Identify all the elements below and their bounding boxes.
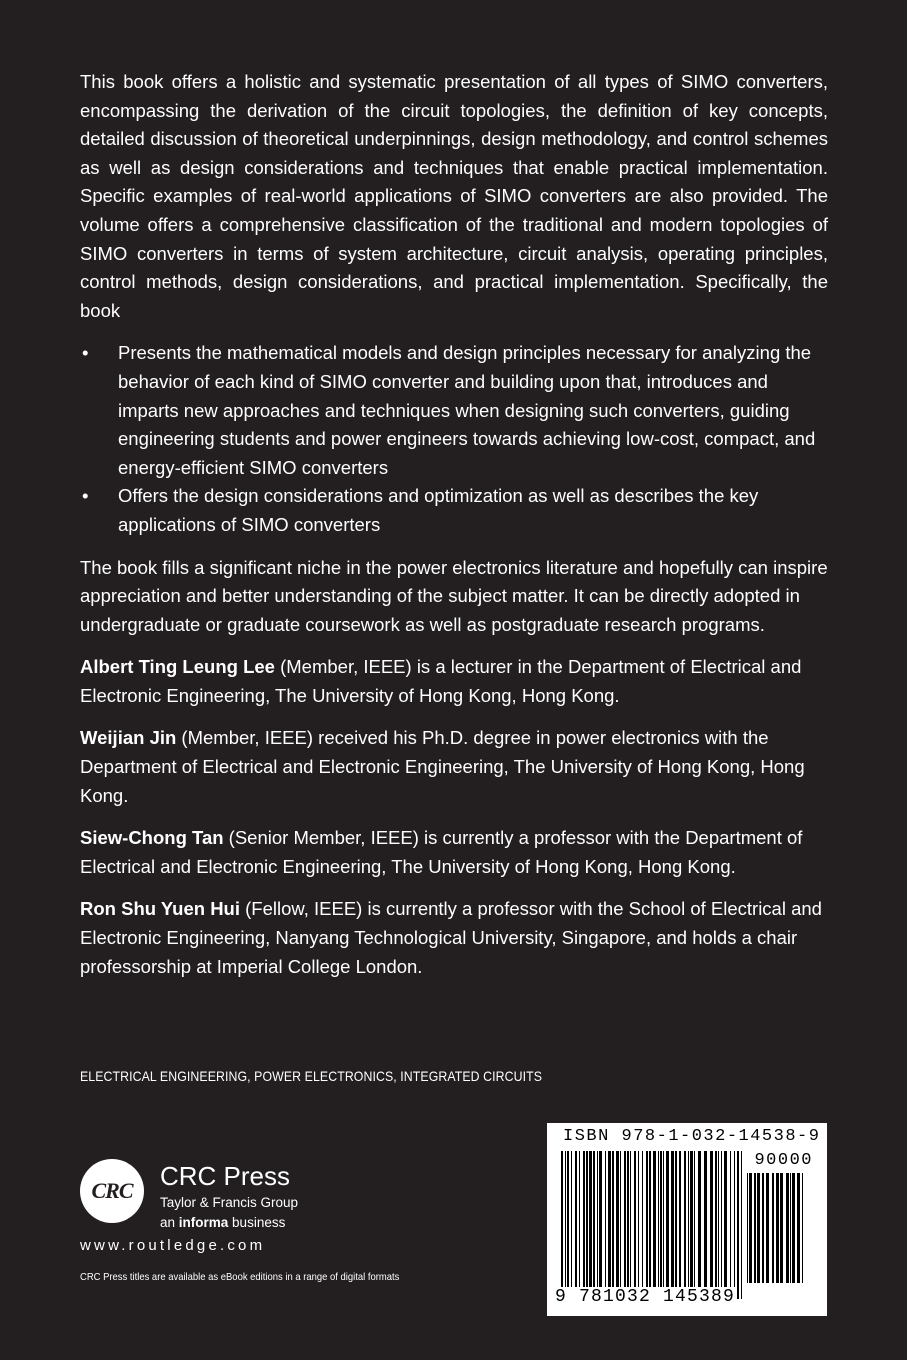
author-bio: Albert Ting Leung Lee (Member, IEEE) is a lecturer in the Department of Electrical and Electronic Engineering, The University of Hong Kong, Hong Kong. (80, 656, 802, 706)
author-bio: Ron Shu Yuen Hui (Fellow, IEEE) is currently a professor with the School of Electrical and Electronic Engineering, Nanyang Technological University, Singapore, and holds a chair professorship at Imperial College London. (80, 898, 822, 977)
ean-digits: 9 781032 145389 (555, 1287, 736, 1307)
isbn-barcode (547, 1123, 827, 1316)
description-intro: This book offers a holistic and systematic presentation of all types of SIMO converters, encompassing the derivation of the circuit topologies, the definition of key concepts, detailed discussion of theoretical underpinnings, design methodology, and control schemes as well as design considerations and techniques that enable practical implementation. Specific examples of real-world applications of SIMO converters are also provided. The volume offers a comprehensive classification of the traditional and modern topologies of SIMO converters in terms of system architecture, circuit analysis, operating principles, control methods, design considerations, and practical implementation. Specifically, the book (80, 71, 828, 321)
isbn-number: ISBN 978-1-032-14538-9 (563, 1127, 821, 1146)
addon-barcode-icon (747, 1173, 809, 1283)
ebook-note: CRC Press titles are available as eBook editions in a range of digital formats (80, 1271, 400, 1283)
bullet-icon: • (82, 485, 89, 507)
feature-list (80, 339, 828, 539)
author-bio: Weijian Jin (Member, IEEE) received his Ph.D. degree in power electronics with the Department of Electrical and Electronic Engineering, The University of Hong Kong, Hong Kong. (80, 727, 805, 806)
publisher-name: CRC Press (160, 1161, 291, 1191)
author-name: Siew-Chong Tan (80, 827, 224, 849)
back-cover-text (80, 68, 828, 995)
informa-brand: informa (178, 1215, 229, 1230)
publisher-business: an informa business (160, 1215, 286, 1230)
list-item: • Offers the design considerations and optimization as well as describes the key applications of SIMO converters (80, 482, 828, 539)
ean-barcode-icon (561, 1151, 751, 1299)
bullet-icon: • (82, 342, 89, 364)
subject-categories: ELECTRICAL ENGINEERING, POWER ELECTRONICS, INTEGRATED CIRCUITS (80, 1068, 543, 1084)
list-item: • Presents the mathematical models and design principles necessary for analyzing the behavior of each kind of SIMO converter and building upon that, introduces and imparts new approaches and techniques when designing such converters, guiding engineering students and power engineers towards achieving low-cost, compact, and energy-efficient SIMO converters (80, 339, 828, 482)
description-closing: The book fills a significant niche in the power electronics literature and hopefully can inspire appreciation and better understanding of the subject matter. It can be directly adopted in undergraduate or graduate coursework as well as postgraduate research programs. (80, 556, 828, 635)
website-link[interactable]: www.routledge.com (80, 1237, 266, 1254)
author-name: Ron Shu Yuen Hui (80, 898, 240, 920)
crc-logo-icon: CRC (80, 1159, 144, 1223)
author-bio: Siew-Chong Tan (Senior Member, IEEE) is currently a professor with the Department of Electrical and Electronic Engineering, The University of Hong Kong, Hong Kong. (80, 827, 803, 877)
publisher-group: Taylor & Francis Group (160, 1195, 299, 1210)
author-name: Weijian Jin (80, 727, 177, 749)
author-name: Albert Ting Leung Lee (80, 656, 275, 678)
price-code: 90000 (754, 1151, 813, 1170)
